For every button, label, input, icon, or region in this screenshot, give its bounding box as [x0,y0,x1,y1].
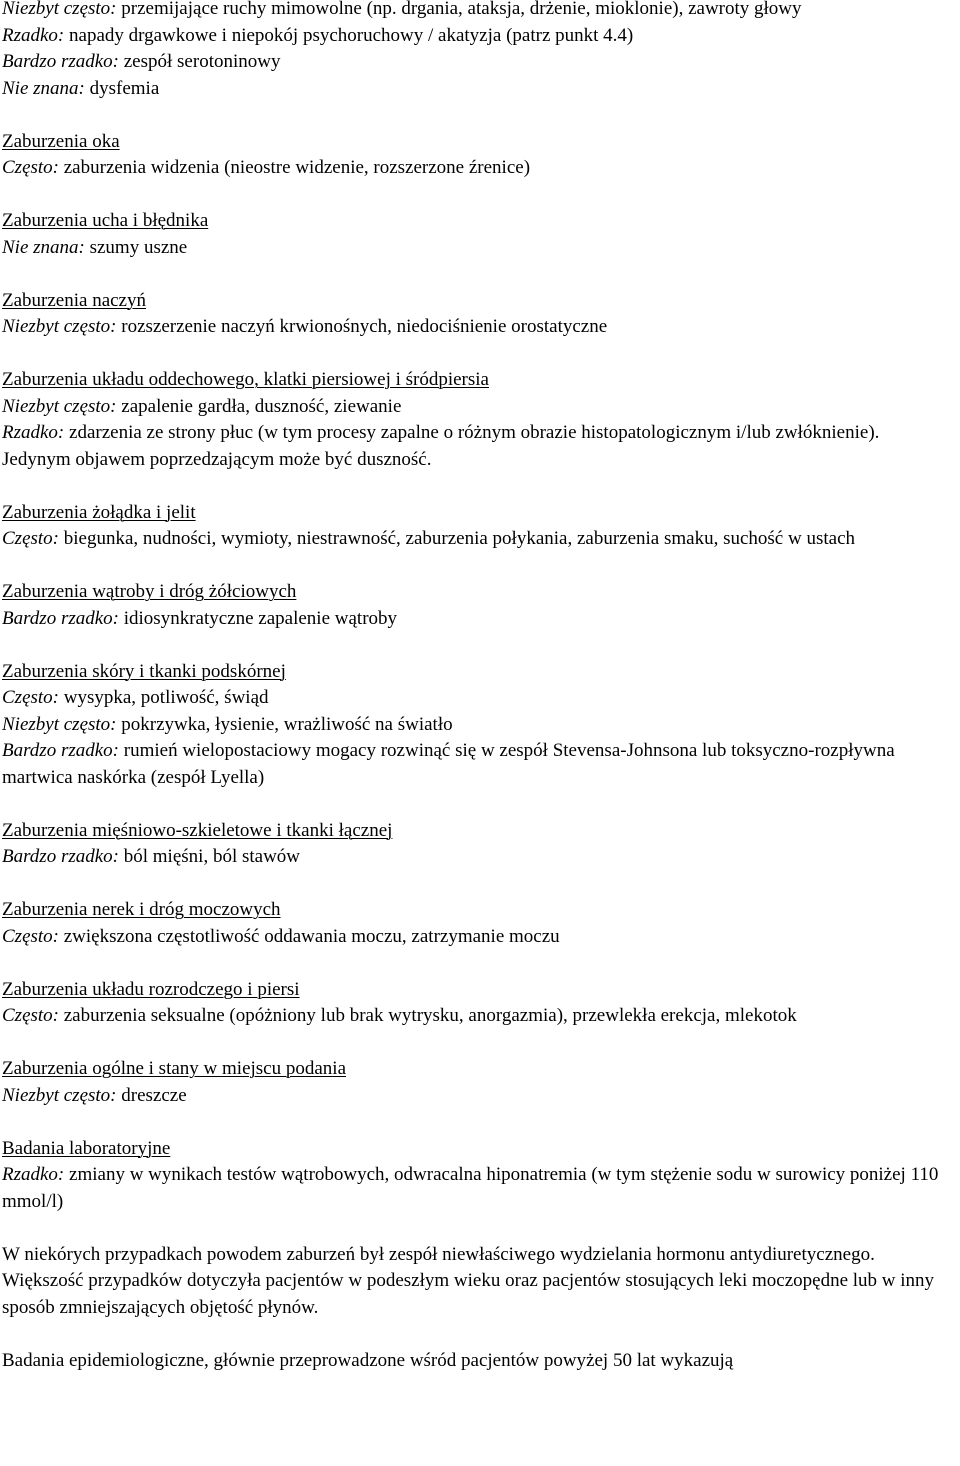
frequency-label: Bardzo rzadko: [2,846,119,867]
body-paragraph: W niekórych przypadkach powodem zaburzeń był zespół niewłaściwego wydzielania hormonu antydiuretycznego. Większość przypadków dotyczyła pacjentów w podeszłym wieku oraz pacjentów stosujących leki moczopędne lub w inny sposób zmniejszających objętość płynów. [2,1243,935,1318]
frequency-label: Często: [2,528,59,549]
side-effect-text: zwiększona częstotliwość oddawania moczu, zatrzymanie moczu [59,925,560,947]
section-heading-lab: Badania laboratoryjne [2,1137,171,1159]
side-effect-text: zaburzenia widzenia (nieostre widzenie, rozszerzone źrenice) [59,157,531,178]
section-heading-ear: Zaburzenia ucha i błędnika [2,210,209,231]
paragraph-gap [2,950,952,977]
side-effect-text: szumy uszne [84,236,188,258]
side-effect-line [2,1003,952,1030]
side-effect-line [2,685,952,712]
side-effect-text: pokrzywka, łysienie, wrażliwość na światło [116,713,453,735]
frequency-label: Często: [2,1005,59,1026]
section-heading-respiratory: Zaburzenia układu oddechowego, klatki piersiowej i śródpiersia [2,369,489,390]
frequency-label: Rzadko: [2,24,65,46]
side-effect-line [2,235,952,262]
paragraph-gap [2,473,952,500]
side-effect-text: zaburzenia seksualne (opóżniony lub brak wytrysku, anorgazmia), przewlekła erekcja, mlekotok [59,1005,797,1026]
side-effect-line [2,606,952,633]
paragraph-gap [2,1030,952,1057]
frequency-label: Nie znana: [2,77,85,99]
side-effect-line [2,23,952,50]
side-effect-text: idiosynkratyczne zapalenie wątroby [119,607,398,629]
paragraph-gap [2,341,952,368]
side-effect-text: zapalenie gardła, duszność, ziewanie [116,395,402,417]
side-effect-line [2,526,952,553]
side-effect-line [2,76,952,103]
section-heading-gastro: Zaburzenia żołądka i jelit [2,501,196,523]
frequency-label: Nie znana: [2,236,85,258]
frequency-label: Rzadko: [2,1164,65,1185]
side-effect-text: dreszcze [116,1084,187,1106]
side-effect-line [2,394,952,421]
frequency-label: Niezbyt często: [2,395,117,417]
side-effect-line [2,738,952,791]
frequency-label: Niezbyt często: [2,713,117,735]
paragraph-gap [2,791,952,818]
frequency-label: Rzadko: [2,422,65,443]
side-effect-line [2,924,952,951]
paragraph-gap [2,261,952,288]
section-heading-general: Zaburzenia ogólne i stany w miejscu podania [2,1058,347,1079]
section-heading-musculoskeletal: Zaburzenia mięśniowo-szkieletowe i tkanki łącznej [2,819,393,841]
document-page [2,0,952,1374]
section-heading-vascular: Zaburzenia naczyń [2,289,146,311]
side-effect-text: ból mięśni, ból stawów [119,846,301,867]
side-effect-line [2,155,952,182]
section-heading-eye: Zaburzenia oka [2,130,120,152]
section-heading-reproductive: Zaburzenia układu rozrodczego i piersi [2,978,300,1000]
side-effect-line [2,1083,952,1110]
section-heading-skin: Zaburzenia skóry i tkanki podskórnej [2,660,286,682]
side-effect-line [2,1162,952,1215]
side-effect-text: przemijające ruchy mimowolne (np. drgania, ataksja, drżenie, mioklonie), zawroty głowy [116,0,802,19]
frequency-label: Bardzo rzadko: [2,740,119,761]
body-paragraph: Badania epidemiologiczne, głównie przeprowadzone wśród pacjentów powyżej 50 lat wykazują [2,1349,734,1371]
side-effect-text: napady drgawkowe i niepokój psychoruchowy / akatyzja (patrz punkt 4.4) [64,24,634,46]
frequency-label: Często: [2,687,59,708]
paragraph-gap [2,1215,952,1242]
side-effect-text: zdarzenia ze strony płuc (w tym procesy zapalne o różnym obrazie histopatologicznym i/lub zwłóknienie). Jedynym objawem poprzedzającym może być duszność. [2,422,880,470]
frequency-label: Niezbyt często: [2,1084,117,1106]
section-heading-liver: Zaburzenia wątroby i dróg żółciowych [2,581,297,602]
side-effect-line [2,420,952,473]
side-effect-text: zespół serotoninowy [119,51,281,72]
side-effect-line [2,844,952,871]
side-effect-text: dysfemia [84,77,160,99]
frequency-label: Często: [2,157,59,178]
frequency-label: Niezbyt często: [2,316,117,337]
side-effect-line [2,0,952,23]
side-effect-text: biegunka, nudności, wymioty, niestrawność, zaburzenia połykania, zaburzenia smaku, suchość w ustach [59,528,856,549]
frequency-label: Często: [2,925,59,947]
side-effect-line [2,314,952,341]
paragraph-gap [2,1321,952,1348]
side-effect-line [2,712,952,739]
side-effect-text: rozszerzenie naczyń krwionośnych, niedociśnienie orostatyczne [116,316,608,337]
section-heading-renal: Zaburzenia nerek i dróg moczowych [2,899,281,920]
paragraph-gap [2,102,952,129]
side-effect-text: zmiany w wynikach testów wątrobowych, odwracalna hiponatremia (w tym stężenie sodu w surowicy poniżej 110 mmol/l) [2,1164,939,1212]
side-effect-line [2,49,952,76]
side-effect-text: rumień wielopostaciowy mogacy rozwinąć się w zespół Stevensa-Johnsona lub toksyczno-rozpływna martwica naskórka (zespół Lyella) [2,740,895,788]
paragraph-gap [2,553,952,580]
paragraph-gap [2,1109,952,1136]
paragraph-gap [2,182,952,209]
frequency-label: Niezbyt często: [2,0,117,19]
frequency-label: Bardzo rzadko: [2,51,119,72]
frequency-label: Bardzo rzadko: [2,607,119,629]
paragraph-gap [2,632,952,659]
side-effect-text: wysypka, potliwość, świąd [59,687,269,708]
paragraph-gap [2,871,952,898]
